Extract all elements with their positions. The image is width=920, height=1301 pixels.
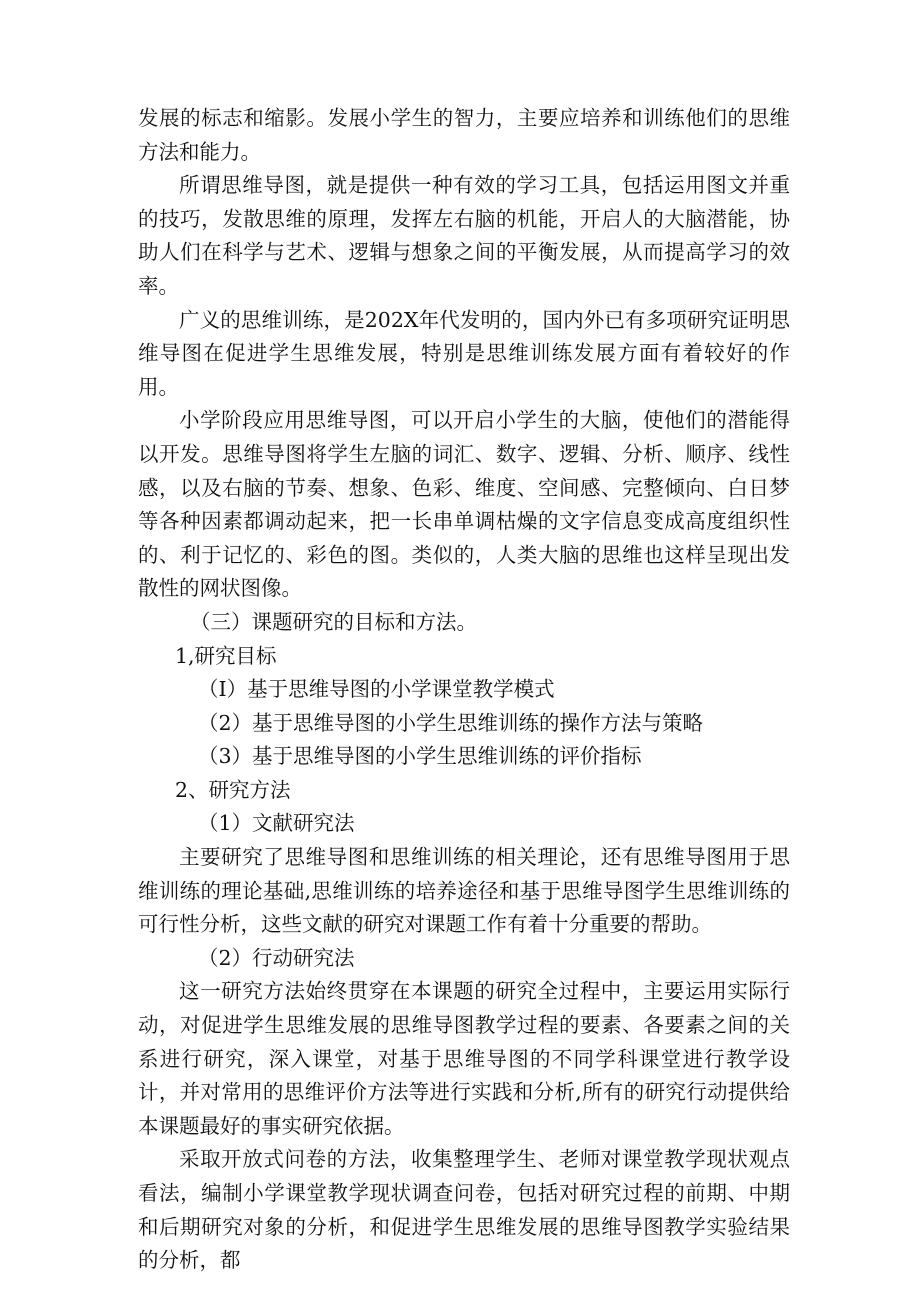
paragraph-thinking-training: 广义的思维训练，是202X年代发明的，国内外已有多项研究证明思维导图在促进学生思维发展，特别是思维训练发展方面有着较好的作用。 bbox=[138, 307, 790, 399]
paragraph-mind-map-definition: 所谓思维导图，就是提供一种有效的学习工具，包括运用图文并重的技巧，发散思维的原理，发挥左右脑的机能，开启人的大脑潜能，协助人们在科学与艺术、逻辑与想象之间的平衡发展，从而提高学习的效率。 bbox=[138, 173, 790, 298]
subheading-research-goals: 1,研究目标 bbox=[175, 643, 277, 668]
method-heading-literature: （1）文献研究法 bbox=[198, 811, 355, 836]
document-body bbox=[138, 102, 790, 1278]
paragraph-continuation: 发展的标志和缩影。发展小学生的智力，主要应培养和训练他们的思维方法和能力。 bbox=[138, 106, 790, 164]
list-item-goal-2: （2）基于思维导图的小学生思维训练的操作方法与策略 bbox=[198, 710, 704, 735]
subheading-research-methods: 2、研究方法 bbox=[175, 777, 291, 802]
section-heading-goals-methods: （三）课题研究的目标和方法。 bbox=[190, 609, 477, 634]
method-heading-action: （2）行动研究法 bbox=[198, 945, 355, 970]
paragraph-action-method: 这一研究方法始终贯穿在本课题的研究全过程中，主要运用实际行动，对促进学生思维发展的思维导图教学过程的要素、各要素之间的关系进行研究，深入课堂，对基于思维导图的不同学科课堂进行教学设计，并对常用的思维评价方法等进行实践和分析,所有的研究行动提供给本课题最好的事实研究依据。 bbox=[138, 979, 790, 1138]
paragraph-literature-method: 主要研究了思维导图和思维训练的相关理论，还有思维导图用于思维训练的理论基础,思维训练的培养途径和基于思维导图学生思维训练的可行性分析，这些文献的研究对课题工作有着十分重要的帮助。 bbox=[138, 845, 790, 937]
paragraph-primary-school-application: 小学阶段应用思维导图，可以开启小学生的大脑，使他们的潜能得以开发。思维导图将学生左脑的词汇、数字、逻辑、分析、顺序、线性感，以及右脑的节奏、想象、色彩、维度、空间感、完整倾向、白日梦等各种因素都调动起来，把一长串单调枯燥的文字信息变成高度组织性的、利于记忆的、彩色的图。类似的，人类大脑的思维也这样呈现出发散性的网状图像。 bbox=[138, 408, 790, 601]
list-item-goal-3: （3）基于思维导图的小学生思维训练的评价指标 bbox=[198, 744, 642, 769]
list-item-goal-1: （I）基于思维导图的小学课堂教学模式 bbox=[198, 677, 555, 702]
paragraph-questionnaire-method: 采取开放式问卷的方法，收集整理学生、老师对课堂教学现状观点看法，编制小学课堂教学现状调查问卷，包括对研究过程的前期、中期和后期研究对象的分析，和促进学生思维发展的思维导图教学实验结果的分析，都 bbox=[138, 1147, 790, 1273]
